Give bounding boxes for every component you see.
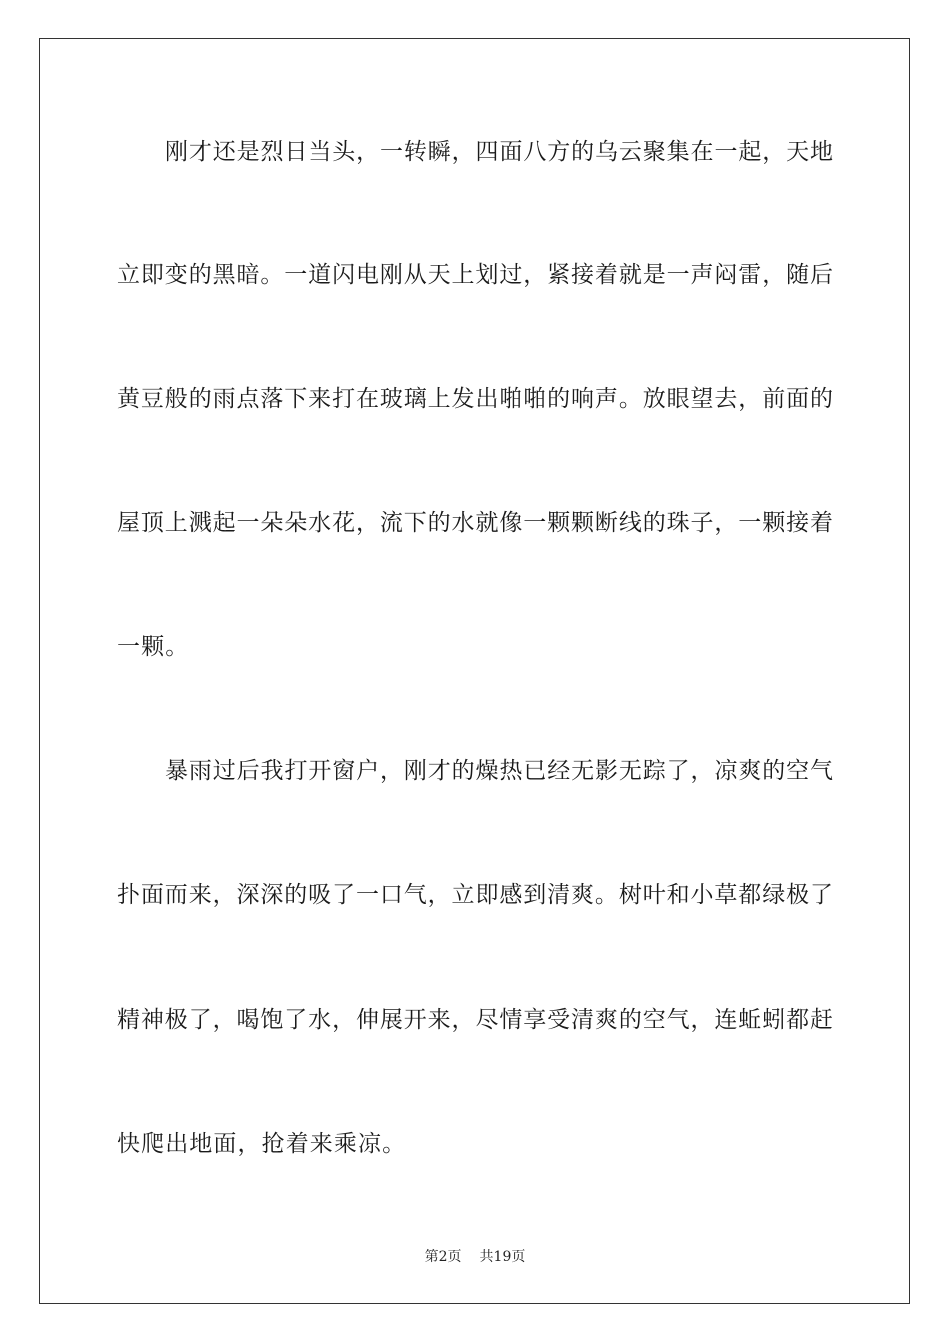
paragraph-2-line-4: 快爬出地面，抢着来乘凉。 [117,1131,407,1157]
paragraph-2-line-1: 暴雨过后我打开窗户，刚才的燥热已经无影无踪了，凉爽的空气 [165,758,833,784]
paragraph-1-line-5: 一颗。 [117,634,190,660]
page-border [39,38,910,1304]
paragraph-1-line-4: 屋顶上溅起一朵朵水花，流下的水就像一颗颗断线的珠子，一颗接着 [117,510,833,536]
paragraph-1-line-3: 黄豆般的雨点落下来打在玻璃上发出啪啪的响声。放眼望去，前面的 [117,386,833,412]
page-number: 第2页 [424,1249,462,1265]
paragraph-2-line-2: 扑面而来，深深的吸了一口气，立即感到清爽。树叶和小草都绿极了 [117,882,833,908]
paragraph-1-line-2: 立即变的黑暗。一道闪电刚从天上划过，紧接着就是一声闷雷，随后 [117,262,833,288]
total-pages: 共19页 [479,1249,526,1265]
page-footer [0,1247,950,1267]
paragraph-1-line-1: 刚才还是烈日当头，一转瞬，四面八方的乌云聚集在一起，天地 [165,139,833,165]
paragraph-2-line-3: 精神极了，喝饱了水，伸展开来，尽情享受清爽的空气，连蚯蚓都赶 [117,1007,833,1033]
